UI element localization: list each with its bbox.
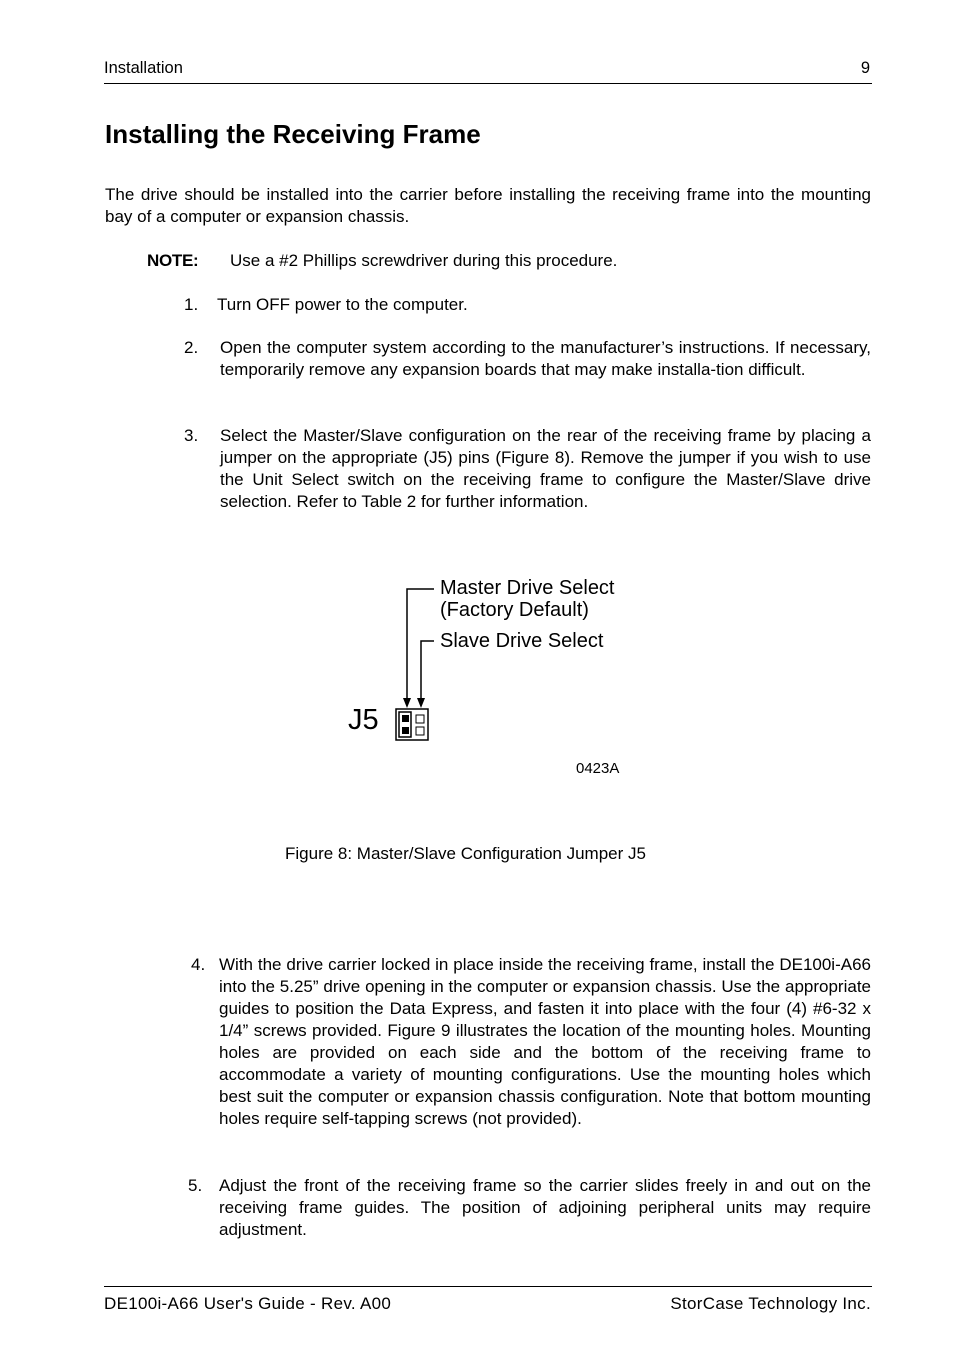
intro-paragraph: The drive should be installed into the carrier before installing the receiving frame into the mounting bay of a computer or expansion chassis. (105, 185, 871, 226)
master-leader-line (407, 589, 434, 702)
step-number: 2. (184, 338, 199, 357)
note-label: NOTE: (147, 251, 199, 270)
step-text: Turn OFF power to the computer. (217, 295, 468, 314)
slave-leader-line (421, 641, 434, 702)
page-title: Installing the Receiving Frame (105, 119, 481, 149)
footer-right: StorCase Technology Inc. (670, 1294, 871, 1313)
step-number: 3. (184, 426, 199, 445)
jumper-pin-4 (416, 727, 424, 735)
slave-label: Slave Drive Select (440, 630, 604, 652)
step-text: Open the computer system according to the manufacturer’s instructions. If necessary, temporarily remove any expansion boards that may make installa-tion difficult. (220, 338, 871, 379)
running-header-section: Installation (104, 59, 183, 77)
master-label-line2: (Factory Default) (440, 599, 589, 621)
header-rule (104, 83, 872, 84)
jumper-header-outline (396, 709, 428, 740)
figure-caption: Figure 8: Master/Slave Configuration Jumper J5 (285, 844, 646, 863)
jumper-pin-3 (416, 715, 424, 723)
jumper-label: J5 (348, 704, 379, 736)
slave-arrow-icon (417, 698, 425, 708)
step-number: 1. (184, 295, 199, 314)
master-label-line1: Master Drive Select (440, 577, 615, 599)
footer-rule (104, 1286, 872, 1287)
note (147, 251, 198, 271)
step-number: 5. (188, 1176, 203, 1195)
step-text: Adjust the front of the receiving frame so the carrier slides freely in and out on the receiving frame guides. The position of adjoining peripheral units may require adjustment. (219, 1176, 871, 1239)
step-text: With the drive carrier locked in place inside the receiving frame, install the DE100i-A66 into the 5.25” drive opening in the computer or expansion chassis. Use the appropriate guides to position the Data Express, and fasten it into place with the four (4) #6-32 x 1/4” screws provided. Figure 9 illustrates the location of the mounting holes. Mounting holes are provided on each side and the bottom of the receiving frame to accommodate a variety of mounting configurations. Use the mounting holes which best suit the computer or expansion chassis configuration. Note that bottom mounting holes require self-tapping screws (not provided). (219, 955, 871, 1128)
page-number: 9 (860, 59, 870, 77)
figure-code: 0423A (576, 760, 620, 777)
jumper-shunt (399, 712, 411, 737)
note-text: Use a #2 Phillips screwdriver during this procedure. (230, 251, 618, 270)
step-number: 4. (191, 955, 206, 974)
master-arrow-icon (403, 698, 411, 708)
jumper-pin-1 (402, 715, 409, 722)
footer-left: DE100i-A66 User's Guide - Rev. A00 (104, 1294, 392, 1313)
jumper-pin-2 (402, 727, 409, 734)
step-text: Select the Master/Slave configuration on the rear of the receiving frame by placing a jumper on the appropriate (J5) pins (Figure 8). Remove the jumper if you wish to use the Unit Select switch on the receiving frame to configure the Master/Slave drive selection. Refer to Table 2 for further information. (220, 426, 871, 511)
